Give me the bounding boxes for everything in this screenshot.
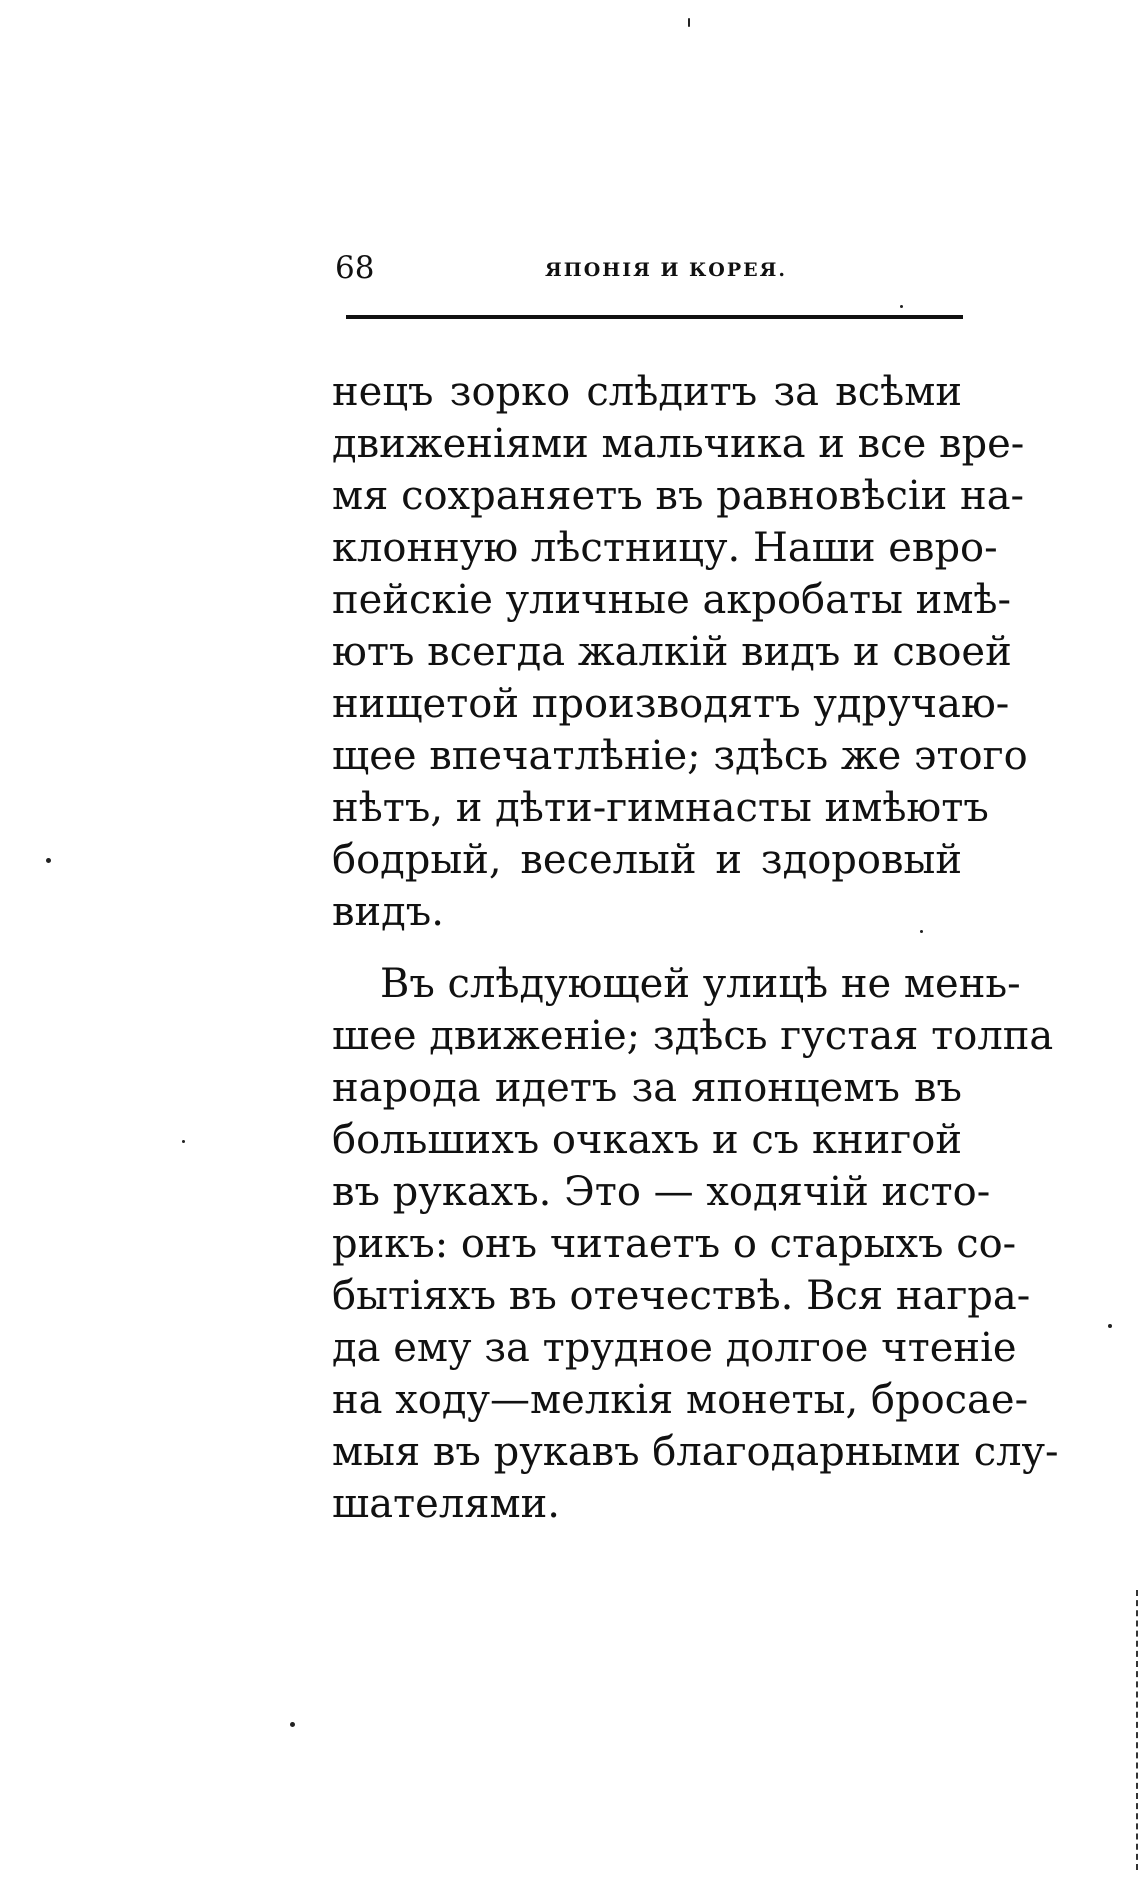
page-header	[335, 248, 963, 288]
text-line: шателями.	[332, 1481, 560, 1527]
scan-edge-marks	[1136, 1590, 1140, 1870]
text-line: мыя въ рукавъ благодарными слу-	[332, 1429, 1059, 1475]
text-line: мя сохраняетъ въ равновѣсіи на-	[332, 473, 1025, 519]
body-text	[332, 366, 1059, 1530]
scan-speck	[290, 1722, 295, 1727]
text-line: нѣтъ, и дѣти-гимнасты имѣютъ	[332, 785, 989, 831]
scan-speck	[900, 305, 903, 308]
text-line: въ рукахъ. Это — ходячій исто-	[332, 1169, 991, 1215]
text-line: на ходу—мелкія монеты, бросае-	[332, 1377, 1029, 1423]
text-line: да ему за трудное долгое чтеніе	[332, 1325, 1017, 1371]
text-line: рикъ: онъ читаетъ о старыхъ со-	[332, 1221, 1017, 1267]
text-line: ютъ всегда жалкій видъ и своей	[332, 629, 1012, 675]
paragraph-gap	[332, 938, 962, 958]
text-line: Въ слѣдующей улицѣ не мень-	[380, 961, 1021, 1007]
text-line: движеніями мальчика и все вре-	[332, 421, 1025, 467]
text-line: бодрый, веселый и здоровый	[332, 837, 962, 883]
text-line: щее впечатлѣніе; здѣсь же этого	[332, 733, 1028, 779]
header-rule	[346, 315, 963, 319]
text-line: бытіяхъ въ отечествѣ. Вся награ-	[332, 1273, 1031, 1319]
paragraph-2	[332, 958, 1059, 1530]
text-line: нецъ зорко слѣдитъ за всѣми	[332, 369, 962, 415]
scan-speck	[688, 18, 690, 27]
text-line: нищетой производятъ удручаю-	[332, 681, 1010, 727]
scan-speck	[1108, 1324, 1112, 1328]
scan-speck	[182, 1140, 185, 1143]
text-line: народа идетъ за японцемъ въ	[332, 1065, 962, 1111]
running-title: ЯПОНІЯ И КОРЕЯ.	[545, 259, 787, 281]
paragraph-1	[332, 366, 1028, 938]
text-line: клонную лѣстницу. Наши евро-	[332, 525, 998, 571]
text-line: пейскіе уличные акробаты имѣ-	[332, 577, 1012, 623]
text-line: большихъ очкахъ и съ книгой	[332, 1117, 962, 1163]
text-line: шее движеніе; здѣсь густая толпа	[332, 1013, 1054, 1059]
scan-speck	[46, 858, 51, 863]
page-number: 68	[335, 250, 375, 286]
scan-speck	[920, 930, 923, 933]
text-line: видъ.	[332, 889, 444, 935]
